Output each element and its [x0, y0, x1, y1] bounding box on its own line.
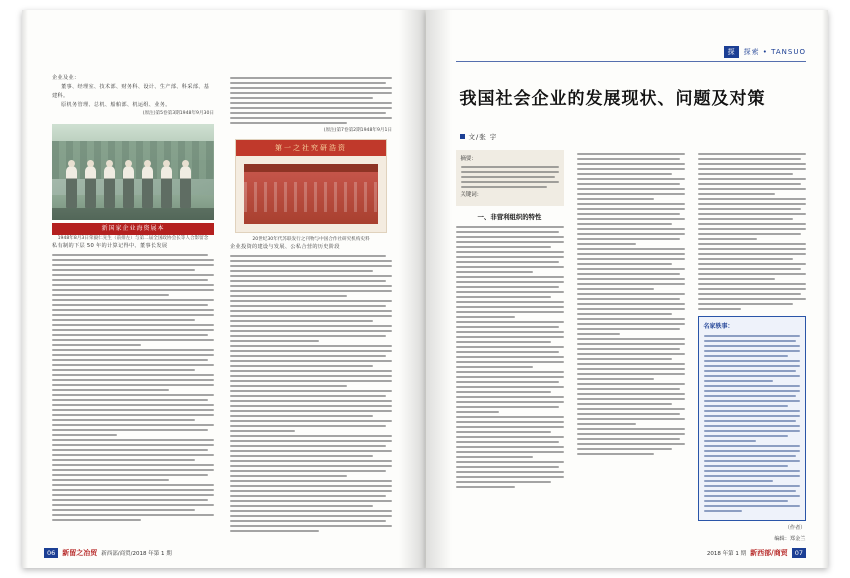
photo-group-portrait: [52, 124, 214, 220]
right-col2-text: [577, 153, 685, 455]
building-body: [244, 172, 378, 224]
right-page: [426, 10, 829, 568]
photo-banner: 新国家企业海资展本: [52, 223, 214, 235]
keywords-label: 关键词：: [460, 192, 483, 199]
magazine-logo-left: 新留之冶贸: [62, 548, 98, 557]
right-page-folio: [707, 548, 806, 558]
left-page-columns: [52, 74, 392, 526]
left-col2-text-top: [230, 77, 392, 124]
right-column-1: [456, 150, 564, 530]
gutter-shadow-right: [426, 10, 452, 568]
sidebar-editor: 编辑：郑金兰: [774, 536, 806, 542]
left-column-2: [230, 74, 392, 526]
intro-line-2: 董事、经理室、技术部、财务科、设计、生产部、科采部、基建科。: [52, 84, 210, 99]
section-heading-1: 一、非营利组织的特性: [477, 212, 542, 221]
journal-banner-text: 第一之社究研浩资: [275, 143, 347, 152]
source-note-2: (原注)第7卷第2期1948年9月1日: [323, 128, 392, 133]
right-page-number: 07: [792, 548, 806, 558]
byline: [460, 132, 498, 141]
header-rule: [456, 61, 807, 62]
left-footer-text: 新西部/商贸/2018 年第 1 期: [101, 551, 172, 557]
page-edge-shadow-left: [22, 10, 28, 568]
journal-masthead: [236, 140, 386, 156]
photo-caption-1: 1948年8月3日荣毅仁先生（前排左）与第二届全国政协会长等人合影留念: [57, 235, 209, 241]
column-title-2: 企业投资的建设与发展、公私合营的历史阶段: [230, 244, 340, 250]
building-roof: [244, 164, 378, 172]
sub-line: 原机务管理、总机、船舶部、机运组、业务。: [61, 102, 171, 108]
source-note-1: (原注)第5卷第3期1948年9月30日: [142, 111, 214, 116]
right-column-3: [698, 150, 806, 542]
left-column-1: [52, 74, 214, 526]
gutter-shadow-left: [399, 10, 425, 568]
sidebar-anecdote-box: [698, 316, 806, 521]
byline-text: 文/张 宇: [468, 133, 498, 141]
photo-bottom-band: [52, 208, 214, 220]
left-col1-text-block: [52, 242, 214, 521]
sidebar-signature: （作者）: [784, 525, 806, 531]
abstract-label: 摘要：: [460, 156, 477, 162]
right-footer-issue: 2018 年第 1 期: [706, 551, 747, 557]
left-page-number: 06: [44, 548, 58, 558]
page-edge-shadow-right: [822, 10, 828, 568]
photo-journal-cover: [235, 139, 387, 233]
intro-line-1: 企业及业：: [52, 75, 80, 81]
magazine-spread: [22, 10, 828, 568]
left-page-folio: [44, 548, 172, 558]
article-title: 我国社会企业的发展现状、问题及对策: [459, 89, 766, 109]
byline-marker-icon: [460, 134, 465, 139]
kicker-box: 探: [724, 46, 739, 58]
kicker-text: 探索 • TANSUO: [743, 48, 806, 56]
abstract-block: [456, 150, 564, 206]
magazine-logo-right: 新西部/商贸: [750, 548, 788, 557]
sidebar-title: 名家轶事：: [703, 323, 734, 330]
right-col3-text: [698, 153, 806, 310]
right-col1-text: [456, 226, 564, 488]
left-page: [22, 10, 426, 568]
left-col2-text-block: [230, 243, 392, 532]
column-title-1: 私有制的下层 50 年的计算记得中、董事长发展: [52, 243, 168, 249]
right-page-columns: [456, 150, 808, 542]
right-column-2: [577, 150, 685, 530]
section-kicker: [724, 46, 806, 58]
photo-caption-2: 20世纪30年代苏联发行之刊物与中国合作社研究机构史料: [252, 236, 370, 242]
